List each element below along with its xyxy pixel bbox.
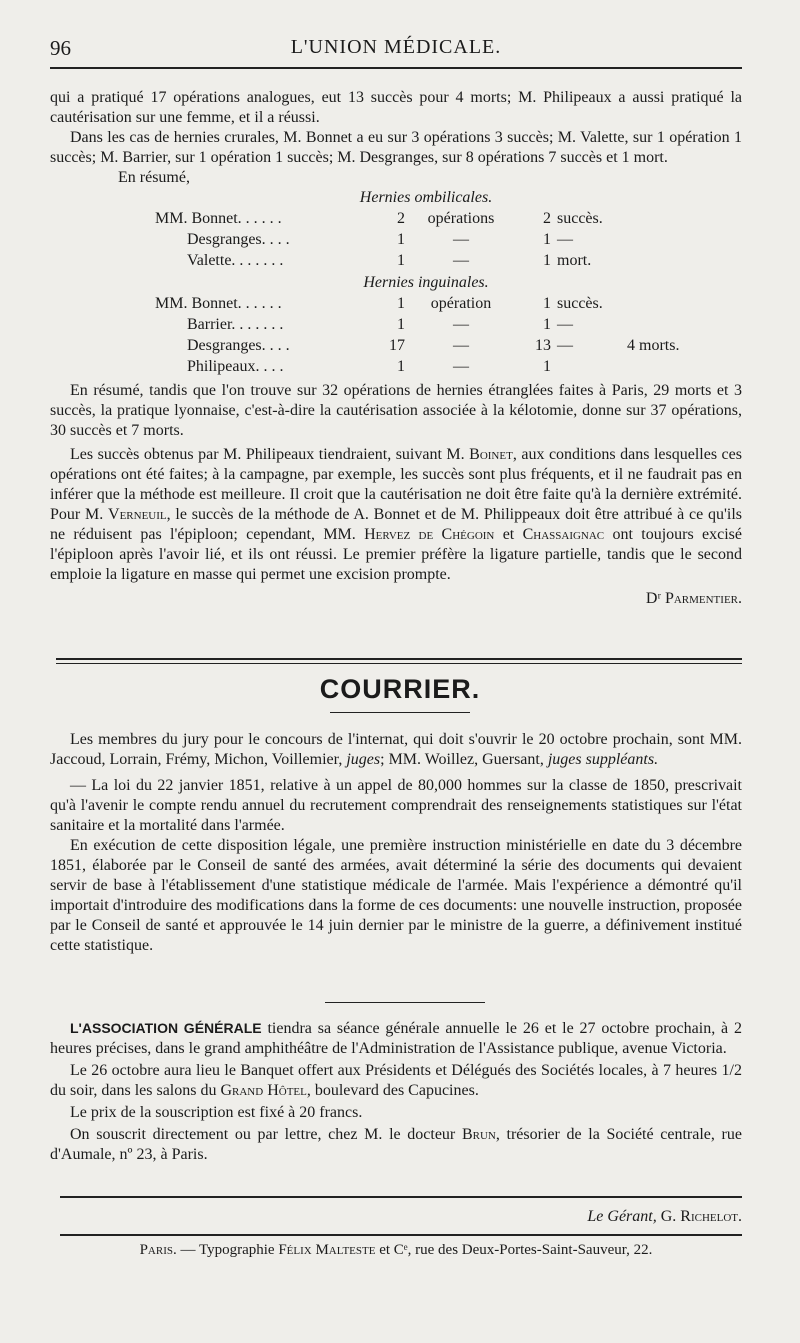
operations-count: 17 xyxy=(389,336,405,354)
courrier-paragraph: L'ASSOCIATION GÉNÉRALE tiendra sa séance générale annuelle le 26 et le 27 octobre prochain, à 2 heures précises, dans le grand amphithéâtre de l'Administration de l'Assistance publique, avenue Victoria. xyxy=(50,1020,743,1057)
operations-count: 1 xyxy=(397,357,405,375)
result-unit: succès. xyxy=(557,209,603,227)
person-name: Hervez de Chégoin xyxy=(364,526,495,543)
journal-title: L'UNION MÉDICALE. xyxy=(290,36,502,58)
stats-row xyxy=(155,293,707,314)
surgeon-name: Barrier. . . . . . . xyxy=(187,315,284,333)
surgeon-name: Philipeaux. . . . xyxy=(187,357,284,375)
courrier-underline xyxy=(330,712,470,713)
section-umbilical-title: Hernies ombilicales. xyxy=(359,189,493,206)
operations-unit: — xyxy=(453,230,469,248)
courrier-paragraph: En exécution de cette disposition légale, une première instruction ministérielle en date du 3 décembre 1851, élaborée par le Conseil de santé des armées, avait déterminé la série des documents qui devaient servir de base à l'établissement d'une statistique médicale de l'armée. Mais l'expérience a démontré qu'il importait d'introduire des modifications dans la forme de ces documents: une nouvelle instruction, proposée par le Conseil de santé et approuvée le 14 juin dernier par le ministre de la guerre, a définivement institué cette statistique. xyxy=(50,837,742,954)
result-extra xyxy=(627,293,707,314)
person-name: Verneuil xyxy=(108,506,167,523)
person-name: Chassaignac xyxy=(522,526,605,543)
stats-row xyxy=(155,250,627,271)
result-count: 1 xyxy=(543,251,551,269)
operations-count: 2 xyxy=(397,209,405,227)
operations-unit: — xyxy=(453,315,469,333)
result-unit: succès. xyxy=(557,294,603,312)
header-rule xyxy=(50,67,742,69)
operations-unit: — xyxy=(453,357,469,375)
article-body xyxy=(50,88,742,609)
operations-count: 1 xyxy=(397,251,405,269)
divider-rule xyxy=(325,1002,485,1003)
inguinal-table xyxy=(155,293,707,377)
surgeon-name: Valette. . . . . . . xyxy=(187,251,284,269)
resume-label: En résumé, xyxy=(118,169,190,186)
article-paragraph: Dans les cas de hernies crurales, M. Bonnet a eu sur 3 opérations 3 succès; M. Valette, sur 1 opération 1 succès; M. Barrier, sur 1 opération 1 succès; M. Desgranges, sur 8 opérations 7 succès et 1 mort. xyxy=(50,129,742,166)
operations-count: 1 xyxy=(397,315,405,333)
operations-unit: opérations xyxy=(427,209,495,227)
stats-row xyxy=(155,335,707,356)
imprint-rule xyxy=(60,1234,742,1236)
result-count: 1 xyxy=(543,230,551,248)
article-paragraph: qui a pratiqué 17 opérations analogues, eut 13 succès pour 4 morts; M. Philipeaux a aussi pratiqué la cautérisation sur une femme, et il a réussi. xyxy=(50,89,742,126)
article-signature: Dʳ Parmentier. xyxy=(645,590,742,607)
result-extra xyxy=(627,314,707,335)
page-header xyxy=(50,36,742,66)
section-inguinal-title: Hernies inguinales. xyxy=(363,274,489,291)
umbilical-table xyxy=(155,208,627,271)
operations-unit: — xyxy=(453,336,469,354)
result-count: 1 xyxy=(543,294,551,312)
stats-row xyxy=(155,356,707,377)
courrier-paragraph: Le prix de la souscription est fixé à 20 francs. xyxy=(70,1104,363,1121)
association-name: L'ASSOCIATION GÉNÉRALE xyxy=(70,1020,262,1036)
courrier-paragraph: On souscrit directement ou par lettre, chez M. le docteur Brun, trésorier de la Société centrale, rue d'Aumale, nº 23, à Paris. xyxy=(50,1126,742,1163)
surgeon-name: MM. Bonnet. . . . . . xyxy=(155,294,282,312)
courrier-paragraph: Le 26 octobre aura lieu le Banquet offert aux Présidents et Délégués des Sociétés locales, à 7 heures 1/2 du soir, dans les salons du Grand Hôtel, boulevard des Capucines. xyxy=(50,1062,742,1099)
gerant-signature: Le Gérant, G. Richelot. xyxy=(587,1208,742,1225)
result-unit: — xyxy=(557,336,573,354)
result-unit: — xyxy=(557,230,573,248)
result-unit: mort. xyxy=(557,251,592,269)
result-unit xyxy=(557,356,627,377)
page-number: 96 xyxy=(50,36,71,60)
surgeon-name: Desgranges. . . . xyxy=(187,336,290,354)
article-paragraph: En résumé, tandis que l'on trouve sur 32 opérations de hernies étranglées faites à Paris, 29 morts et 3 succès, la pratique lyonnaise, c'est-à-dire la cautérisation associée à la kélotomie, donne sur 37 opérations, 30 succès et 7 morts. xyxy=(50,382,742,439)
section-rule-bottom xyxy=(56,663,742,664)
stats-row xyxy=(155,208,627,229)
surgeon-name: MM. Bonnet. . . . . . xyxy=(155,209,282,227)
result-count: 2 xyxy=(543,209,551,227)
article-paragraph: Les succès obtenus par M. Philipeaux tiendraient, suivant M. Boinet, aux conditions dans lesquelles ces opérations ont été faites; à la campagne, par exemple, les succès sont plus fréquents, et il ne faudrait pas en inférer que la méthode est meilleure. Il croit que la cautérisation ne doit être faite qu'à la dernière extrémité. Pour M. Verneuil, le succès de la méthode de A. Bonnet et de M. Philippeaux doit être attribué à ce qu'ils ne réduisent pas l'épiploon; cependant, MM. Hervez de Chégoin et Chassaignac ont toujours excisé l'épiploon après l'avoir lié, et ils ont réussi. Le premier préfère la ligature partielle, tandis que le second emploie la ligature en masse qui permet une excision prompte. xyxy=(50,446,743,583)
surgeon-name: Desgranges. . . . xyxy=(187,230,290,248)
result-count: 13 xyxy=(535,336,551,354)
result-count: 1 xyxy=(543,357,551,375)
result-unit: — xyxy=(557,315,573,333)
courrier-body xyxy=(50,730,742,956)
operations-count: 1 xyxy=(397,294,405,312)
result-extra: 4 morts. xyxy=(627,336,680,354)
stats-row xyxy=(155,229,627,250)
courrier-paragraph: — La loi du 22 janvier 1851, relative à un appel de 80,000 hommes sur la classe de 1850, prescrivait qu'à l'avenir le compte rendu annuel du recrutement comprendrait des renseignements statistiques sur l'état sanitaire et la mortalité dans l'armée. xyxy=(50,777,742,834)
operations-count: 1 xyxy=(397,230,405,248)
person-name: Boinet xyxy=(469,446,513,463)
association-body xyxy=(50,1018,742,1165)
result-count: 1 xyxy=(543,315,551,333)
footer-rule xyxy=(60,1196,742,1198)
courrier-heading: COURRIER. xyxy=(319,674,481,704)
printer-imprint: Paris. — Typographie Félix Malteste et Cᵉ, rue des Deux-Portes-Saint-Sauveur, 22. xyxy=(139,1242,653,1258)
operations-unit: opération xyxy=(430,294,492,312)
stats-row xyxy=(155,314,707,335)
courrier-paragraph: Les membres du jury pour le concours de l'internat, qui doit s'ouvrir le 20 octobre prochain, sont MM. Jaccoud, Lorrain, Frémy, Michon, Voillemier, juges; MM. Woillez, Guersant, juges suppléants. xyxy=(50,731,742,768)
operations-unit: — xyxy=(453,251,469,269)
result-extra xyxy=(627,356,707,377)
section-rule-top xyxy=(56,658,742,660)
